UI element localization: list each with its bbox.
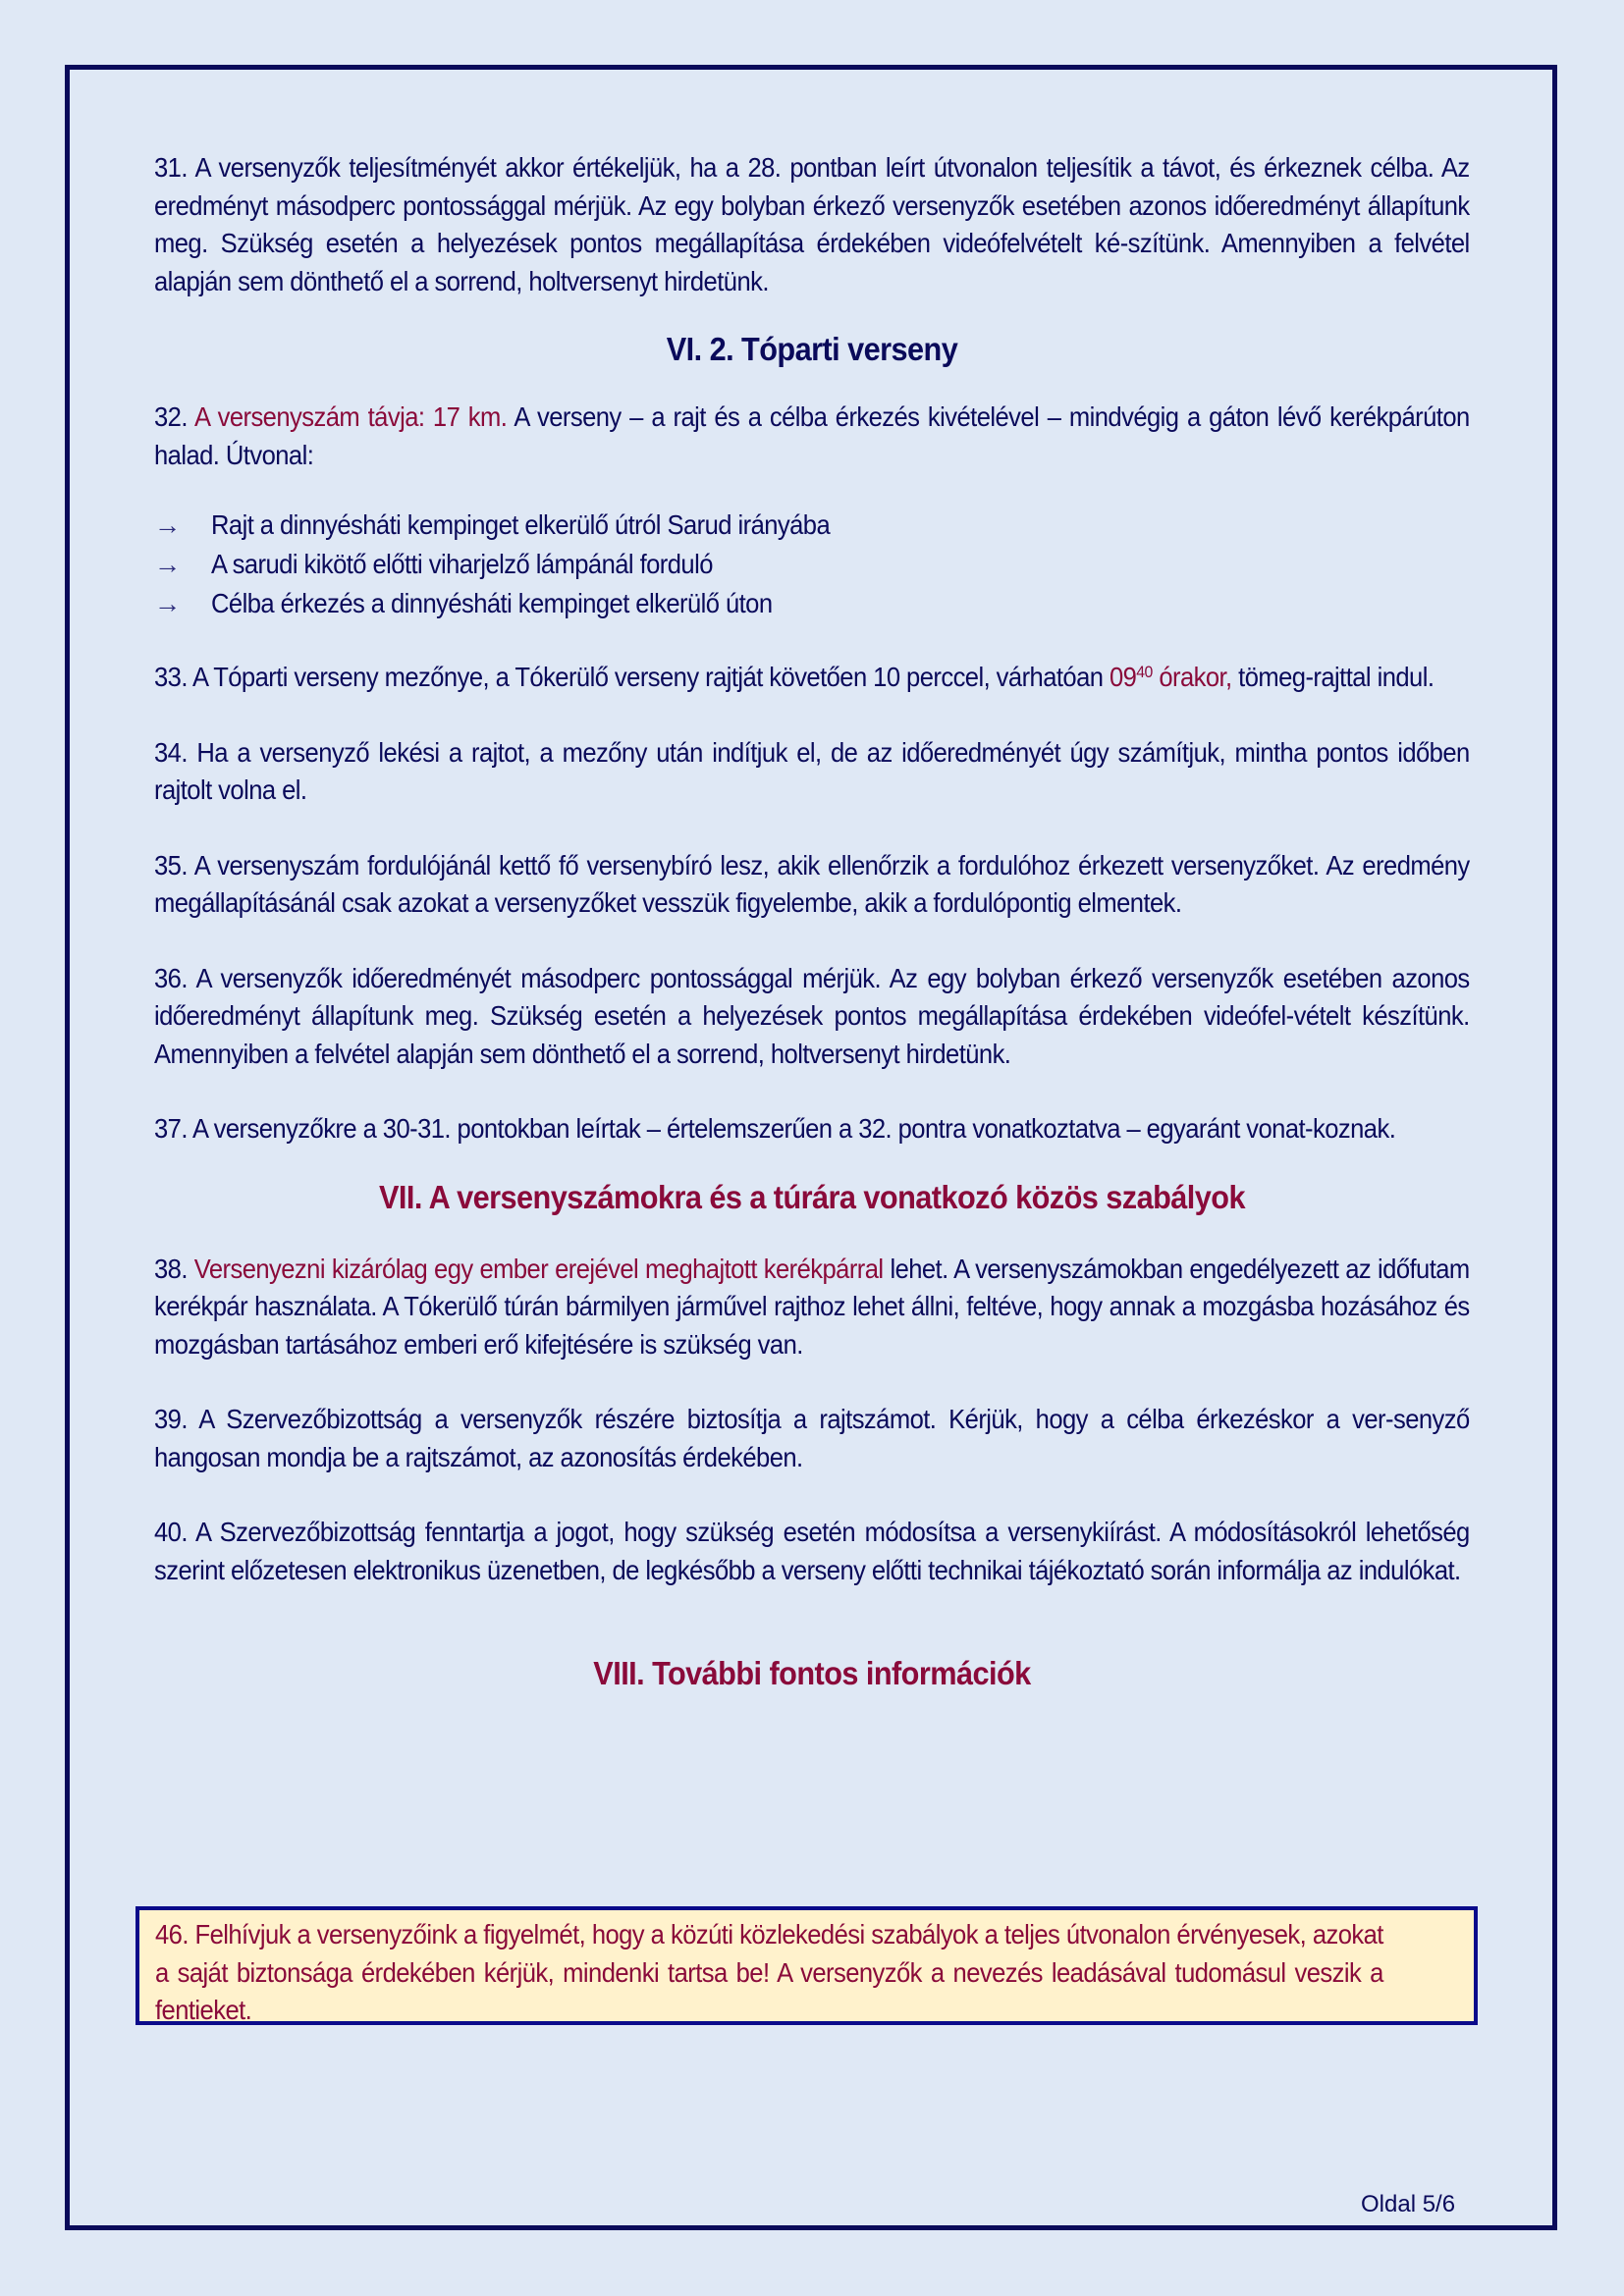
p33-time-label: órakor, bbox=[1152, 662, 1232, 692]
route-item-text: Rajt a dinnyésháti kempinget elkerülő útról Sarud irányába bbox=[211, 509, 831, 540]
arrow-right-icon: → bbox=[154, 549, 181, 579]
p33-time-hour: 09 bbox=[1109, 662, 1137, 692]
paragraph-39: 39. A Szervezőbizottság a versenyzők részére biztosítja a rajtszámot. Kérjük, hogy a célba érkezéskor a ver-senyző hangosan mondja be a rajtszámot, az azonosítás érdekében. bbox=[154, 1404, 1470, 1472]
route-item bbox=[154, 506, 1470, 545]
p33-time-minute: 40 bbox=[1136, 663, 1153, 681]
paragraph-35: 35. A versenyszám fordulójánál kettő fő versenybíró lesz, akik ellenőrzik a fordulóhoz érkezett versenyzőket. Az eredmény megállapításánál csak azokat a versenyzőket vesszük figyelembe, akik a fordulópontig elmentek. bbox=[154, 849, 1470, 918]
p38-number: 38. bbox=[154, 1253, 188, 1284]
page-content bbox=[154, 149, 1470, 1693]
paragraph-32 bbox=[154, 399, 1470, 474]
arrow-right-icon: → bbox=[154, 509, 181, 540]
p33-time bbox=[1110, 662, 1232, 692]
section-heading-vii: VII. A versenyszámokra és a túrára vonatkozó közös szabályok bbox=[379, 1178, 1245, 1215]
route-item-text: A sarudi kikötő előtti viharjelző lámpánál forduló bbox=[211, 549, 713, 579]
paragraph-46: 46. Felhívjuk a versenyzőink a figyelmét, hogy a közúti közlekedési szabályok a teljes útvonalon érvényesek, azokat a saját biztonsága érdekében kérjük, mindenki tartsa be! A versenyzők a nevezés leadásával tudomásul veszik a fentieket. bbox=[155, 1919, 1383, 2025]
paragraph-37: 37. A versenyzőkre a 30-31. pontokban leírtak – értelemszerűen a 32. pontra vonatkoztatva – egyaránt vonat-koznak. bbox=[154, 1113, 1396, 1144]
paragraph-31: 31. A versenyzők teljesítményét akkor értékeljük, ha a 28. pontban leírt útvonalon teljesítik a távot, és érkeznek célba. Az eredményt másodperc pontossággal mérjük. Az egy bolyban érkező versenyzők esetében azonos időeredményt állapítunk meg. Szükség esetén a helyezések pontos megállapítása érdekében videófelvételt ké-szítünk. Amennyiben a felvétel alapján sem dönthető el a sorrend, holtversenyt hirdetünk. bbox=[154, 152, 1470, 296]
p32-distance: A versenyszám távja: 17 km. bbox=[187, 401, 508, 432]
highlight-box bbox=[135, 1906, 1478, 2025]
route-list bbox=[154, 506, 1470, 623]
p38-text: lehet. A versenyszámokban engedélyezett az időfutam kerékpár használata. A Tókerülő túrán bármilyen járművel rajthoz lehet állni, feltéve, hogy annak a mozgásba hozásához és mozgásban tartásához emberi erő kifejtésére is szükség van. bbox=[154, 1253, 1470, 1360]
arrow-right-icon: → bbox=[154, 588, 181, 618]
paragraph-34: 34. Ha a versenyző lekési a rajtot, a mezőny után indítjuk el, de az időeredményét úgy számítjuk, mintha pontos időben rajtolt volna el. bbox=[154, 736, 1470, 805]
section-heading-vi-2: VI. 2. Tóparti verseny bbox=[666, 331, 958, 367]
p32-text: A verseny – a rajt és a célba érkezés kivételével – mindvégig a gáton lévő kerékpárúton halad. Útvonal: bbox=[154, 401, 1470, 470]
route-item bbox=[154, 584, 1470, 623]
paragraph-40: 40. A Szervezőbizottság fenntartja a jogot, hogy szükség esetén módosítsa a versenykiírást. A módosításokról lehetőség szerint előzetesen elektronikus üzenetben, de legkésőbb a verseny előtti technikai tájékoztató során informálja az indulókat. bbox=[154, 1517, 1470, 1585]
paragraph-33 bbox=[154, 659, 1470, 697]
paragraph-38 bbox=[154, 1251, 1470, 1364]
route-item-text: Célba érkezés a dinnyésháti kempinget elkerülő úton bbox=[211, 588, 773, 618]
p38-highlight: Versenyezni kizárólag egy ember erejével meghajtott kerékpárral bbox=[187, 1253, 884, 1284]
p33-text-b: tömeg-rajttal indul. bbox=[1231, 662, 1435, 692]
section-heading-viii: VIII. További fontos információk bbox=[593, 1655, 1031, 1691]
p32-number: 32. bbox=[154, 401, 188, 432]
paragraph-36: 36. A versenyzők időeredményét másodperc pontossággal mérjük. Az egy bolyban érkező versenyzők esetében azonos időeredményt állapítunk meg. Szükség esetén a helyezések pontos megállapítása érdekében videófel-vételt készítünk. Amennyiben a felvétel alapján sem dönthető el a sorrend, holtversenyt hirdetünk. bbox=[154, 962, 1470, 1069]
page-number: Oldal 5/6 bbox=[1361, 2191, 1456, 2217]
p33-text-a: 33. A Tóparti verseny mezőnye, a Tókerülő verseny rajtját követően 10 perccel, várhatóan bbox=[154, 662, 1110, 692]
route-item bbox=[154, 545, 1470, 584]
